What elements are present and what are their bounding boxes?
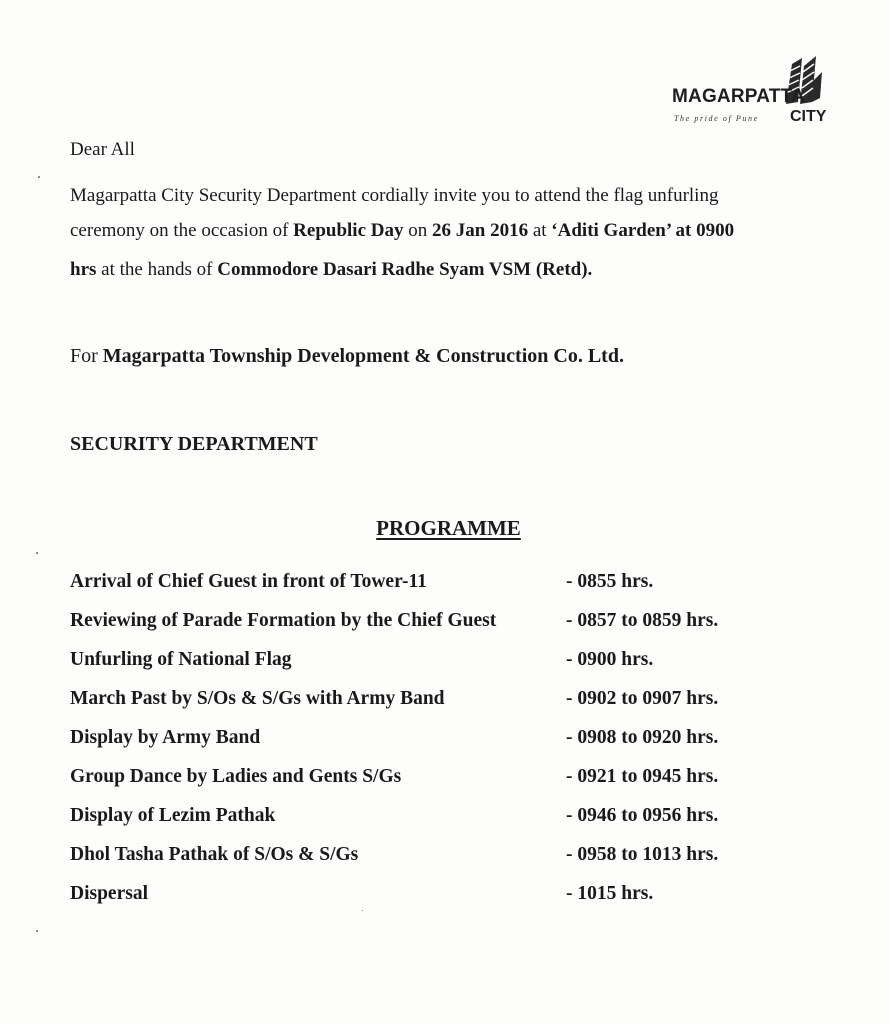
- line3-mid: at the hands of: [96, 259, 218, 280]
- scan-speck: [38, 176, 40, 178]
- scan-speck: [36, 930, 38, 932]
- signature-department: SECURITY DEPARTMENT: [70, 433, 318, 455]
- invite-line-3: [70, 260, 592, 279]
- for-prefix: For: [70, 345, 103, 367]
- programme-event: March Past by S/Os & S/Gs with Army Band: [70, 688, 445, 709]
- programme-event: Group Dance by Ladies and Gents S/Gs: [70, 766, 402, 787]
- programme-title: PROGRAMME: [376, 516, 521, 540]
- magarpatta-logo: [668, 52, 833, 132]
- signature-company: [70, 346, 624, 366]
- programme-time: - 0900 hrs.: [566, 649, 654, 670]
- event-name: Republic Day: [293, 220, 404, 241]
- programme-time: - 0946 to 0956 hrs.: [566, 805, 719, 826]
- programme-event: Display of Lezim Pathak: [70, 805, 276, 826]
- programme-event: Dispersal: [70, 883, 148, 904]
- event-venue: ‘Aditi Garden’ at 0900: [551, 220, 735, 241]
- logo-wordmark: MAGARPATTA: [672, 86, 805, 107]
- programme-time: - 0958 to 1013 hrs.: [566, 844, 719, 865]
- programme-event: Dhol Tasha Pathak of S/Os & S/Gs: [70, 844, 359, 865]
- invite-line-1: Magarpatta City Security Department cordially invite you to attend the flag unfurling: [70, 185, 719, 206]
- programme-event: Display by Army Band: [70, 727, 261, 748]
- programme-time: - 0857 to 0859 hrs.: [566, 610, 719, 631]
- event-hrs: hrs: [70, 259, 97, 280]
- line2-on: on: [403, 220, 432, 241]
- programme-time: - 0855 hrs.: [566, 571, 654, 592]
- greeting: Dear All: [70, 139, 135, 160]
- invite-line-2: [70, 221, 734, 240]
- programme-event: Arrival of Chief Guest in front of Tower-11: [70, 571, 427, 592]
- programme-event: Unfurling of National Flag: [70, 649, 292, 670]
- programme-time: - 1015 hrs.: [566, 883, 654, 904]
- chief-guest: Commodore Dasari Radhe Syam VSM (Retd).: [217, 259, 593, 280]
- scan-speck: [36, 552, 38, 554]
- programme-time: - 0921 to 0945 hrs.: [566, 766, 719, 787]
- programme-event: Reviewing of Parade Formation by the Chief Guest: [70, 610, 497, 631]
- logo-city: CITY: [790, 108, 827, 125]
- event-date: 26 Jan 2016: [432, 220, 529, 241]
- company-name: Magarpatta Township Development & Construction Co. Ltd.: [102, 345, 624, 367]
- programme-time: - 0902 to 0907 hrs.: [566, 688, 719, 709]
- line2-prefix: ceremony on the occasion of: [70, 220, 294, 241]
- logo-tagline: The pride of Pune: [674, 114, 759, 123]
- scan-speck: [362, 910, 363, 911]
- line2-at: at: [528, 220, 552, 241]
- programme-time: - 0908 to 0920 hrs.: [566, 727, 719, 748]
